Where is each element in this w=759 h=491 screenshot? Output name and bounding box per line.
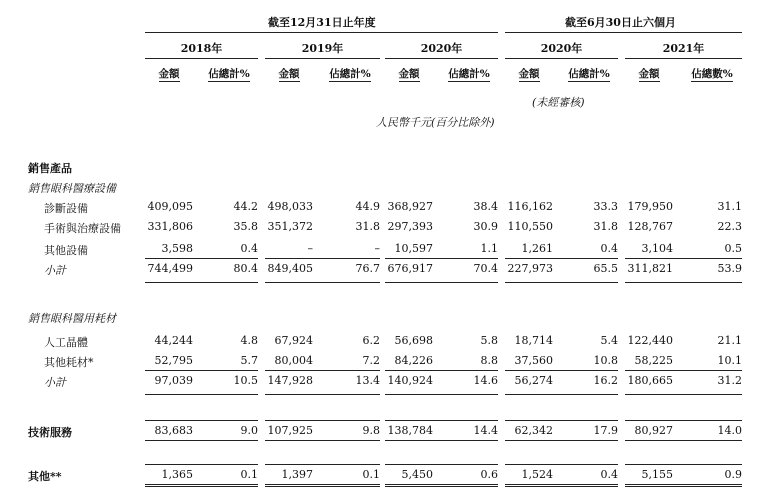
section-bottom-rule bbox=[625, 440, 742, 441]
percent-cell: 8.8 bbox=[480, 354, 498, 367]
percent-cell: 1.1 bbox=[480, 242, 498, 255]
row-label: 小計 bbox=[44, 264, 66, 277]
year-rule-2018 bbox=[145, 58, 258, 59]
percent-cell: 80.4 bbox=[233, 262, 258, 275]
bottom-rule-2020 bbox=[385, 484, 498, 487]
section-bottom-rule bbox=[505, 394, 618, 395]
year-2020: 2020年 bbox=[420, 42, 463, 55]
rule-others bbox=[145, 464, 258, 465]
percent-cell: 31.1 bbox=[717, 200, 742, 213]
section-bottom-rule bbox=[385, 282, 498, 283]
rule-tech-services bbox=[625, 420, 742, 421]
percent-cell: 5.8 bbox=[480, 334, 498, 347]
subtotal-rule-equipment bbox=[625, 258, 742, 259]
period-six-months-header: 截至6月30日止六個月 bbox=[565, 16, 676, 29]
amount-cell: 128,767 bbox=[627, 220, 673, 233]
amount-cell: 5,450 bbox=[401, 468, 433, 481]
amount-cell: 147,928 bbox=[267, 374, 313, 387]
section-bottom-rule bbox=[265, 282, 380, 283]
bottom-rule-2018 bbox=[145, 484, 258, 487]
row-label: 銷售眼科醫療設備 bbox=[28, 182, 116, 195]
col-pct-2021-h1: 佔總數% bbox=[691, 68, 733, 80]
amount-cell: 83,683 bbox=[154, 424, 193, 437]
percent-cell: 4.8 bbox=[240, 334, 258, 347]
period-six-months-rule bbox=[505, 32, 742, 33]
percent-cell: 38.4 bbox=[473, 200, 498, 213]
subtotal-rule-consumables bbox=[625, 370, 742, 371]
amount-cell: 80,927 bbox=[634, 424, 673, 437]
percent-cell: 0.5 bbox=[724, 242, 742, 255]
year-rule-2020 bbox=[385, 58, 498, 59]
percent-cell: 31.8 bbox=[355, 220, 380, 233]
subtotal-rule-consumables bbox=[265, 370, 380, 371]
percent-cell: – bbox=[374, 242, 380, 255]
amount-cell: 297,393 bbox=[387, 220, 433, 233]
period-full-year-header: 截至12月31日止年度 bbox=[268, 16, 376, 29]
percent-cell: 31.2 bbox=[717, 374, 742, 387]
percent-cell: 9.0 bbox=[240, 424, 258, 437]
col-amount-2020: 金額 bbox=[398, 68, 420, 80]
col-pct-2019: 佔總計% bbox=[329, 68, 371, 80]
subtotal-rule-equipment bbox=[385, 258, 498, 259]
amount-cell: 80,004 bbox=[274, 354, 313, 367]
percent-cell: 6.2 bbox=[362, 334, 380, 347]
col-amount-2018: 金額 bbox=[158, 68, 180, 80]
year-rule-2020-h1 bbox=[505, 58, 618, 59]
row-label: 銷售眼科醫用耗材 bbox=[28, 312, 116, 325]
amount-cell: 140,924 bbox=[387, 374, 433, 387]
percent-cell: 33.3 bbox=[593, 200, 618, 213]
section-bottom-rule bbox=[505, 440, 618, 441]
percent-cell: 53.9 bbox=[717, 262, 742, 275]
amount-cell: 138,784 bbox=[387, 424, 433, 437]
amount-cell: 116,162 bbox=[507, 200, 553, 213]
amount-cell: 18,714 bbox=[514, 334, 553, 347]
subtotal-rule-equipment bbox=[145, 258, 258, 259]
col-pct-2020-h1: 佔總計% bbox=[568, 68, 610, 80]
bottom-rule-2020-h1 bbox=[505, 484, 618, 487]
col-pct-2018: 佔總計% bbox=[208, 68, 250, 80]
rule-others bbox=[385, 464, 498, 465]
percent-cell: 0.1 bbox=[362, 468, 380, 481]
amount-cell: 3,104 bbox=[641, 242, 673, 255]
amount-cell: 351,372 bbox=[267, 220, 313, 233]
amount-cell: 10,597 bbox=[394, 242, 433, 255]
bottom-rule-2019 bbox=[265, 484, 380, 487]
amount-cell: 1,261 bbox=[521, 242, 553, 255]
amount-cell: 5,155 bbox=[641, 468, 673, 481]
rule-tech-services bbox=[145, 420, 258, 421]
amount-cell: 409,095 bbox=[147, 200, 193, 213]
percent-cell: 14.0 bbox=[717, 424, 742, 437]
row-label: 技術服務 bbox=[28, 426, 72, 439]
percent-cell: 7.2 bbox=[362, 354, 380, 367]
amount-cell: 331,806 bbox=[147, 220, 193, 233]
year-2020-h1: 2020年 bbox=[540, 42, 583, 55]
amount-cell: 311,821 bbox=[627, 262, 673, 275]
subtotal-rule-equipment bbox=[265, 258, 380, 259]
amount-cell: 97,039 bbox=[154, 374, 193, 387]
amount-cell: 107,925 bbox=[267, 424, 313, 437]
percent-cell: 10.1 bbox=[717, 354, 742, 367]
percent-cell: 16.2 bbox=[593, 374, 618, 387]
col-amount-2020-h1: 金額 bbox=[518, 68, 540, 80]
year-rule-2019 bbox=[265, 58, 380, 59]
row-label: 其他設備 bbox=[44, 244, 88, 257]
amount-cell: 67,924 bbox=[274, 334, 313, 347]
year-2019: 2019年 bbox=[301, 42, 344, 55]
section-bottom-rule bbox=[625, 282, 742, 283]
percent-cell: 5.4 bbox=[600, 334, 618, 347]
year-rule-2021-h1 bbox=[625, 58, 742, 59]
subtotal-rule-consumables bbox=[385, 370, 498, 371]
section-bottom-rule bbox=[145, 440, 258, 441]
section-bottom-rule bbox=[145, 394, 258, 395]
rule-tech-services bbox=[505, 420, 618, 421]
bottom-rule-2021-h1 bbox=[625, 484, 742, 487]
amount-cell: 3,598 bbox=[161, 242, 193, 255]
amount-cell: 52,795 bbox=[154, 354, 193, 367]
percent-cell: 10.5 bbox=[233, 374, 258, 387]
percent-cell: 5.7 bbox=[240, 354, 258, 367]
amount-cell: 849,405 bbox=[267, 262, 313, 275]
section-bottom-rule bbox=[385, 394, 498, 395]
amount-cell: 122,440 bbox=[627, 334, 673, 347]
percent-cell: 35.8 bbox=[233, 220, 258, 233]
col-amount-2019: 金額 bbox=[278, 68, 300, 80]
amount-cell: 498,033 bbox=[267, 200, 313, 213]
percent-cell: 21.1 bbox=[717, 334, 742, 347]
subtotal-rule-consumables bbox=[505, 370, 618, 371]
col-pct-2020: 佔總計% bbox=[448, 68, 490, 80]
row-label: 人工晶體 bbox=[44, 336, 88, 349]
percent-cell: 22.3 bbox=[717, 220, 742, 233]
row-label: 手術與治療設備 bbox=[44, 222, 121, 235]
amount-cell: 1,524 bbox=[521, 468, 553, 481]
percent-cell: 0.1 bbox=[240, 468, 258, 481]
percent-cell: 44.9 bbox=[355, 200, 380, 213]
amount-cell: 676,917 bbox=[387, 262, 433, 275]
percent-cell: 30.9 bbox=[473, 220, 498, 233]
percent-cell: 44.2 bbox=[233, 200, 258, 213]
year-2018: 2018年 bbox=[180, 42, 223, 55]
year-2021-h1: 2021年 bbox=[662, 42, 705, 55]
percent-cell: 0.4 bbox=[600, 242, 618, 255]
section-bottom-rule bbox=[625, 394, 742, 395]
row-label: 其他** bbox=[28, 470, 62, 483]
rule-tech-services bbox=[265, 420, 380, 421]
percent-cell: 70.4 bbox=[473, 262, 498, 275]
percent-cell: 14.6 bbox=[473, 374, 498, 387]
section-bottom-rule bbox=[505, 282, 618, 283]
section-bottom-rule bbox=[265, 394, 380, 395]
percent-cell: 65.5 bbox=[593, 262, 618, 275]
rule-tech-services bbox=[385, 420, 498, 421]
percent-cell: 0.4 bbox=[240, 242, 258, 255]
percent-cell: 31.8 bbox=[593, 220, 618, 233]
amount-cell: 110,550 bbox=[507, 220, 553, 233]
subtotal-rule-consumables bbox=[145, 370, 258, 371]
row-label: 診斷設備 bbox=[44, 202, 88, 215]
amount-cell: 58,225 bbox=[634, 354, 673, 367]
percent-cell: 13.4 bbox=[355, 374, 380, 387]
percent-cell: 14.4 bbox=[473, 424, 498, 437]
period-full-year-rule bbox=[145, 32, 498, 33]
percent-cell: 10.8 bbox=[593, 354, 618, 367]
col-amount-2021-h1: 金額 bbox=[638, 68, 660, 80]
amount-cell: 56,274 bbox=[514, 374, 553, 387]
amount-cell: 37,560 bbox=[514, 354, 553, 367]
amount-cell: 44,244 bbox=[154, 334, 193, 347]
currency-note: 人民幣千元(百分比除外) bbox=[376, 116, 495, 129]
percent-cell: 9.8 bbox=[362, 424, 380, 437]
amount-cell: 180,665 bbox=[627, 374, 673, 387]
amount-cell: 1,397 bbox=[281, 468, 313, 481]
rule-others bbox=[505, 464, 618, 465]
amount-cell: 368,927 bbox=[387, 200, 433, 213]
section-bottom-rule bbox=[385, 440, 498, 441]
amount-cell: 84,226 bbox=[394, 354, 433, 367]
amount-cell: 1,365 bbox=[161, 468, 193, 481]
unaudited-note: (未經審核) bbox=[532, 96, 585, 109]
section-bottom-rule bbox=[265, 440, 380, 441]
amount-cell: 62,342 bbox=[514, 424, 553, 437]
row-label: 銷售產品 bbox=[28, 162, 72, 175]
percent-cell: 0.9 bbox=[724, 468, 742, 481]
row-label: 其他耗材* bbox=[44, 356, 94, 369]
amount-cell: 227,973 bbox=[507, 262, 553, 275]
percent-cell: 0.6 bbox=[480, 468, 498, 481]
row-label: 小計 bbox=[44, 376, 66, 389]
amount-cell: – bbox=[307, 242, 313, 255]
rule-others bbox=[265, 464, 380, 465]
percent-cell: 0.4 bbox=[600, 468, 618, 481]
section-bottom-rule bbox=[145, 282, 258, 283]
percent-cell: 17.9 bbox=[593, 424, 618, 437]
amount-cell: 744,499 bbox=[147, 262, 193, 275]
percent-cell: 76.7 bbox=[355, 262, 380, 275]
amount-cell: 179,950 bbox=[627, 200, 673, 213]
subtotal-rule-equipment bbox=[505, 258, 618, 259]
rule-others bbox=[625, 464, 742, 465]
amount-cell: 56,698 bbox=[394, 334, 433, 347]
